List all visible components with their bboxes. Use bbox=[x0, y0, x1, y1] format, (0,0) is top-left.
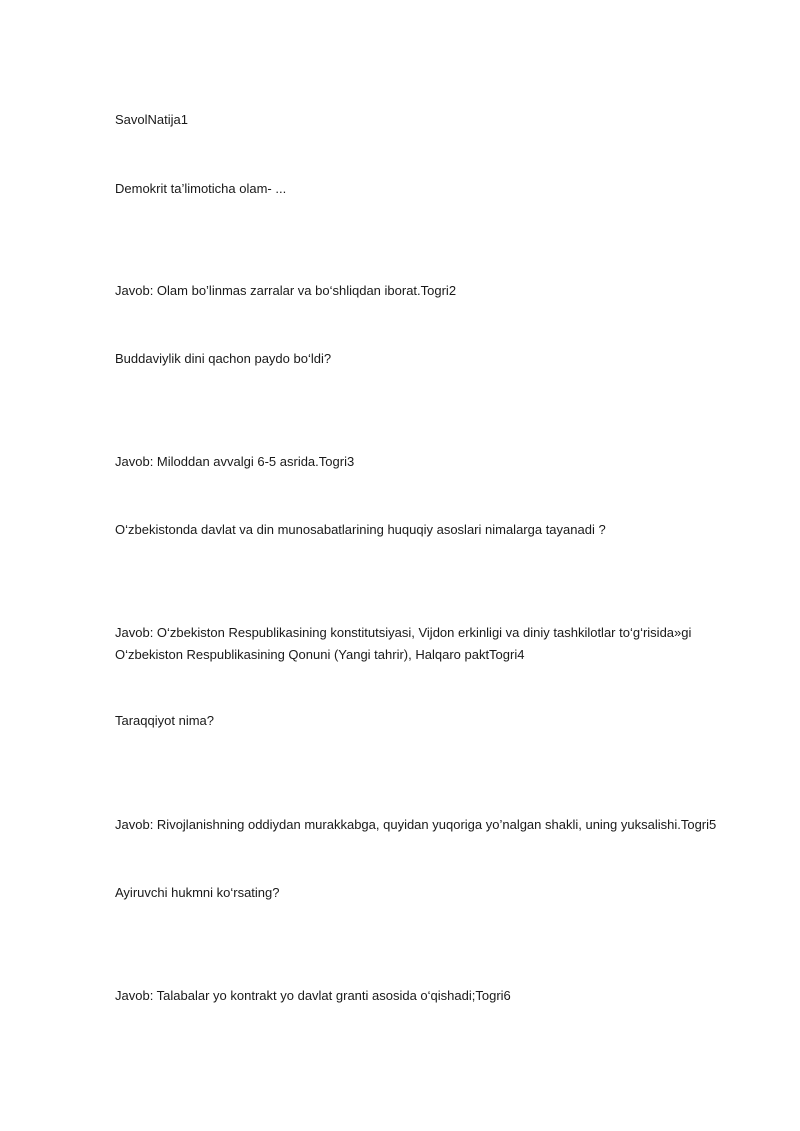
question-2: Buddaviylik dini qachon paydo bo‘ldi? bbox=[115, 351, 332, 366]
document-header: SavolNatija1 bbox=[115, 112, 188, 127]
answer-1: Javob: Olam bo’linmas zarralar va bo‘shliqdan iborat.Togri2 bbox=[115, 283, 457, 298]
question-3: O‘zbekistonda davlat va din munosabatlarining huquqiy asoslari nimalarga tayanadi ? bbox=[115, 522, 606, 537]
question-1: Demokrit ta’limoticha olam- ... bbox=[115, 181, 287, 196]
answer-3-line-1: Javob: O‘zbekiston Respublikasining konstitutsiyasi, Vijdon erkinligi va diniy tashkilotlar to‘g‘risida»gi bbox=[115, 625, 692, 640]
answer-4: Javob: Rivojlanishning oddiydan murakkabga, quyidan yuqoriga yo’nalgan shakli, uning yuksalishi.Togri5 bbox=[115, 817, 717, 832]
question-4: Taraqqiyot nima? bbox=[115, 713, 214, 728]
answer-3-line-2: O‘zbekiston Respublikasining Qonuni (Yangi tahrir), Halqaro paktTogri4 bbox=[115, 647, 525, 662]
answer-2: Javob: Miloddan avvalgi 6-5 asrida.Togri3 bbox=[115, 454, 355, 469]
question-5: Ayiruvchi hukmni ko‘rsating? bbox=[115, 885, 280, 900]
answer-5: Javob: Talabalar yo kontrakt yo davlat granti asosida o‘qishadi;Togri6 bbox=[115, 988, 511, 1003]
